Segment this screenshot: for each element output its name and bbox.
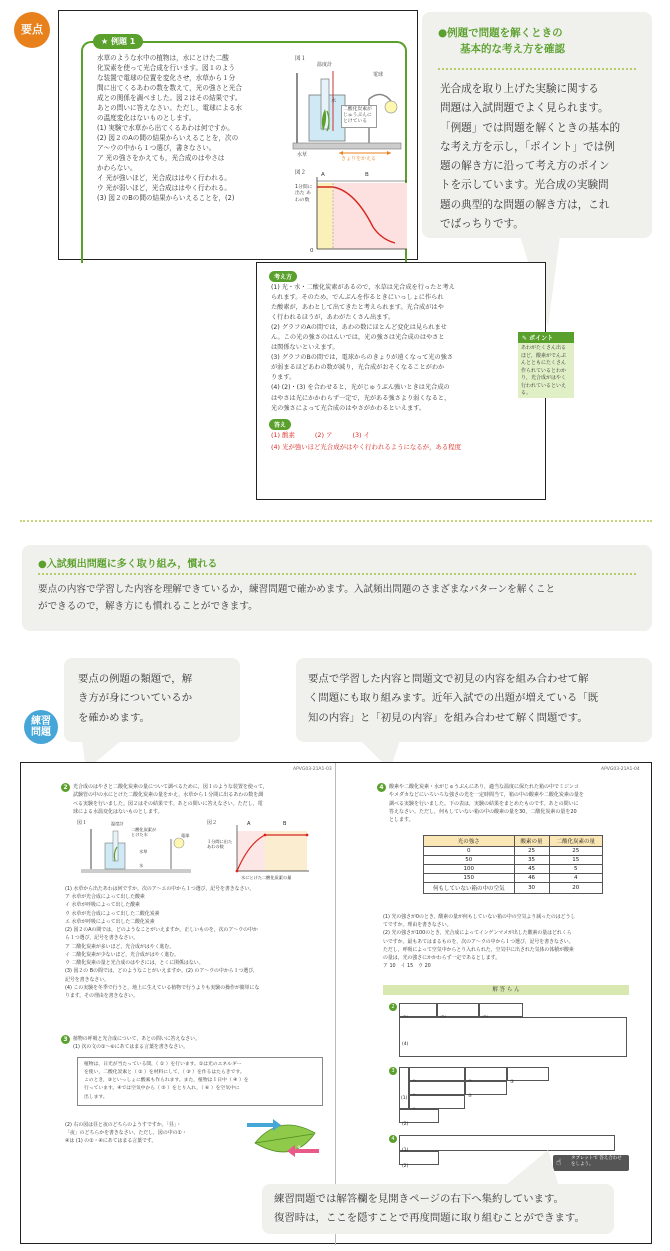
question-line: の温度変化はないものとします。 — [97, 114, 196, 123]
ans-2-num: 2 — [389, 1003, 397, 1011]
practice-intro-line: ができるので，解き方にも慣れることができます。 — [38, 601, 258, 613]
answer-column-header: 解 答 ら ん — [383, 985, 629, 995]
q4-sub-line: の量は，光の強さにかかわらず一定であるとします。 — [383, 955, 500, 962]
q3-2-line: ④は (1) の①・④にあてはまる言葉です。 — [65, 1138, 157, 1145]
section-separator — [20, 520, 652, 522]
answer-area-text — [274, 1190, 610, 1229]
fig1-tag-co2: 二酸化炭素が じゅうぶんに とけている — [341, 105, 377, 128]
q2-number: 2 — [61, 783, 70, 792]
callout-divider — [438, 68, 636, 70]
q2-fig2-graph — [235, 823, 311, 875]
example-question — [97, 53, 297, 203]
ans-2-2[interactable] — [437, 1003, 479, 1017]
q2-sub-line: ります。その理由を書きなさい。 — [65, 993, 138, 1000]
table-cell: 4 — [549, 874, 602, 883]
practice-intro-line: 要点の内容で学習した内容を理解できているか，練習問題で確かめます。入試頻出問題のさまざまなパターンを解くこと — [38, 584, 556, 595]
point-header: ✎ ポイント — [518, 332, 574, 343]
fig2-graph — [315, 173, 409, 251]
question-line: かわらない。 — [97, 164, 137, 173]
fig1-tag-water: 水 — [331, 98, 337, 104]
answer-label: 答え — [269, 419, 291, 430]
table-header-cell: 光の強さ — [424, 836, 515, 847]
ans-2-4[interactable]: (4) — [399, 1017, 627, 1057]
practice-intro-callout — [22, 545, 652, 631]
page-code-right: APVG03-21A1-04 — [601, 767, 640, 772]
q3-2-line: 「夜」のどちらかを書きなさい。ただし，図の中の①・ — [65, 1130, 187, 1137]
q4-line: とします。 — [389, 817, 414, 823]
similar-problem-callout — [64, 658, 240, 742]
answer-line-4: (4) 光が強いほど光合成がはやく行われるようになるが，ある程度 — [271, 443, 462, 451]
q2-fig2-a: A — [247, 821, 251, 827]
callout-line: 光合成を取り上げた実験に関する — [440, 83, 599, 95]
hand-pointer-icon: ☝ — [556, 1158, 562, 1168]
leaf-tag-4: ④ — [297, 1145, 302, 1151]
table-row — [424, 874, 603, 883]
table-cell: 5 — [549, 865, 602, 874]
thinking-line: く行われるほうが，あわがたくさん出ます。 — [271, 314, 395, 322]
table-cell: 50 — [424, 856, 515, 865]
example-callout — [422, 12, 652, 238]
ans-3-1[interactable] — [409, 1067, 465, 1081]
fig1-tag-waterweed: 水草 — [297, 152, 308, 158]
ans-3-4[interactable] — [409, 1081, 465, 1095]
q2-line: 球による水温変化はないものとします。 — [73, 808, 163, 815]
q2-fig2-xlabel: 水にとけた二酸化炭素の量 — [241, 875, 292, 880]
table-cell: 46 — [514, 874, 549, 883]
q3-line: (1) 次の文の①〜⑥にあてはまる言葉を書きなさい。 — [73, 1044, 189, 1051]
table-cell: 150 — [424, 874, 515, 883]
thinking-line: (2) グラフのAの間では，あわの数にほとんど変化は見られませ — [271, 324, 447, 332]
table-row — [424, 883, 603, 894]
thinking-line: (4) (2)・(3) を合わせると，光がじゅうぶん強いときは光合成の — [271, 384, 450, 392]
leaf-tag-1: ① — [261, 1119, 266, 1125]
question-line: (3) 図２のBの間の結果からいえることを，(2) — [97, 194, 235, 203]
ans-2-3[interactable] — [479, 1003, 523, 1017]
callout-line: 題の解き方に沿って考え方のポイン — [440, 160, 610, 173]
ans-4-1[interactable] — [399, 1135, 615, 1151]
table-cell: 25 — [549, 847, 602, 856]
thinking-label: 考え方 — [269, 271, 297, 282]
fig1-tag-bulb: 電球 — [373, 72, 384, 78]
q2-sub-line: エ 水草が呼吸によって出した二酸化炭素 — [65, 918, 155, 925]
callout-line: 題の典型的な問題の解き方は，これ — [440, 198, 610, 211]
spread-gutter — [335, 763, 336, 1245]
q2-sub-line: (4) この実験を冬季で行うと，地上に生えている植物で行うよりも実験の操作が簡単にな — [65, 984, 260, 991]
question-line: (2) 図２のAの間の結果からいえることを，次の — [97, 134, 239, 143]
q2-sub-line: イ 水草が呼吸によって出した酸素 — [65, 902, 140, 909]
thinking-line: ん。この光の強さのはんいでは，光の強さは光合成のはやさと — [271, 334, 445, 342]
table-cell: 100 — [424, 865, 515, 874]
q2-line: 試験管の中の水にとけた二酸化炭素の量をかえ，水草から１分間に出るあわの数を調 — [73, 792, 264, 799]
q4-line: 調べる実験を行いました。下の表は，実験の結果をまとめたものです。あとの問いに — [389, 800, 579, 807]
answer-line-1: (1) 酸素 (2) ア (3) イ — [271, 431, 370, 439]
callout-line: き方が身についているか — [78, 692, 193, 705]
thinking-line: (3) グラフのBの間では，電球からのきょりが遠くなって光の強さ — [271, 354, 454, 362]
q4-sub-line: ただし，呼吸によって空気中からとり入れられた，空気中に出された気体の体積が酸素 — [383, 946, 574, 953]
thinking-line: られます。そのため，でんぷんを作るときにいっしょに作られ — [271, 294, 444, 302]
leaf-illustration — [243, 1113, 323, 1167]
pencil-icon: ✎ — [522, 335, 528, 342]
q4-line: 酸素や二酸化炭素・水がじゅうぶんにあり，適当な温度に保たれた箱の中でミジンコ — [389, 784, 579, 790]
callout-line: 復習時は，ここを隠すことで再度問題に取り組むことができます。 — [274, 1212, 585, 1225]
table-cell: 45 — [514, 865, 549, 874]
ans-3-label: (1) — [399, 1067, 409, 1109]
point-line: 作られているとわか — [521, 367, 567, 374]
table-header-row — [424, 836, 603, 847]
callout-line: 要点で学習した内容と問題文で初見の内容を組み合わせて解 — [308, 673, 589, 685]
star-icon: ★ — [101, 37, 109, 46]
table-row — [424, 865, 603, 874]
ans-3-num: 3 — [389, 1067, 397, 1075]
fig2-b-label: B — [365, 172, 369, 178]
ans-3-5[interactable]: ⑤ — [465, 1081, 507, 1095]
q2-text — [73, 783, 323, 816]
combined-problem-text — [308, 670, 648, 728]
ans-4-num: 4 — [389, 1135, 397, 1143]
ans-3-3[interactable]: ③ — [507, 1067, 549, 1081]
fig1-tag-distance: きょりをかえる — [341, 156, 377, 162]
q3-passage-line: 植物は，日光が当たっている間，（ ① ）を行います。①は光のエネルギー — [84, 1062, 242, 1067]
question-line: あとの問いに答えなさい。ただし，電球による水 — [97, 104, 243, 113]
question-line: イ 光が強いほど，光合成ははやく行われる。 — [97, 174, 231, 183]
callout-line: く問題にも取り組みます。近年入試での出題が増えている「既 — [308, 692, 599, 705]
ans-2-1[interactable] — [399, 1003, 437, 1017]
question-line: ア 光の強さをかえても，光合成のはやさは — [97, 154, 225, 163]
q4-sub-line: いですか。最もあてはまるものを，次のア〜ウの中から１つ選び，記号を書きなさい。 — [383, 938, 574, 945]
point-line: ほど，酸素がでんぷ — [521, 352, 567, 359]
point-badge: 要点 — [14, 12, 50, 48]
practice-intro-divider — [38, 573, 636, 575]
q2-sub-line: 記号を書きなさい。 — [65, 976, 110, 983]
combined-problem-callout — [296, 658, 652, 742]
callout-line: な考え方を示し，「ポイント」では例 — [440, 140, 615, 153]
practice-badge: 練習問題 — [24, 710, 58, 744]
practice-intro-body — [38, 581, 642, 616]
q2-fig1-tag-co2: 二酸化炭素が とけた水 — [131, 827, 157, 838]
q2-sub-line: ウ 二酸化炭素の量と光合成のはやさには，とくに関係はない。 — [65, 960, 204, 967]
q4-text — [389, 783, 639, 824]
example-label: ★ 例題 1 — [93, 34, 143, 49]
q4-line: やメダカなどにいろいろな強さの光を一定時間当て，箱の中の酸素や二酸化炭素の量を — [389, 792, 584, 799]
example-callout-title: ●例題で問題を解くときの 基本的な考え方を確認 — [438, 27, 565, 55]
answer-area-callout — [262, 1184, 614, 1234]
q2-fig1-label: 図１ — [77, 820, 88, 826]
q3-passage-line: このとき，③といっしょに酸素も作られます。また，植物は１日中（ ④ ）を — [84, 1078, 249, 1084]
point-text — [518, 343, 574, 400]
fig2-a-label: A — [321, 172, 325, 178]
table-cell: 20 — [549, 883, 602, 894]
question-line: ア〜ウの中から１つ選び，書きなさい。 — [97, 144, 216, 153]
callout-line: 要点の例題の類題で，解 — [78, 673, 193, 685]
q2-fig1-tag-thermometer: 温度計 — [111, 821, 124, 826]
q2-fig1-tag-bulb: 電球 — [181, 833, 190, 838]
question-line: 成との関係を調べました。図２はその結果です。 — [97, 94, 242, 103]
q4-table — [423, 835, 603, 894]
q2-fig1-tag-weed: 水草 — [139, 849, 148, 854]
fig2-label: 図２ — [295, 170, 307, 176]
q3-passage-box — [77, 1057, 323, 1106]
question-line: 化炭素を使って光合成を行います。図１のよう — [97, 64, 235, 73]
callout-line: 「例題」では問題を解くときの基本的 — [440, 121, 621, 134]
table-cell: 何もしていない箱の中の空気 — [424, 883, 515, 894]
point-box — [518, 332, 574, 398]
thinking-line: ります。 — [271, 374, 296, 382]
q2-line: 光合成のはやさと二酸化炭素の量について調べるために，図１のような装置を使って， — [73, 784, 268, 790]
q3-text — [73, 1035, 323, 1051]
q2-sub-line: ア 二酸化炭素が多いほど，光合成がはやく進む。 — [65, 943, 175, 950]
thinking-line: が弱まるほどあわの数が減り，光合成がおそくなることがわか — [271, 364, 445, 372]
point-line: あわがたくさん出る — [521, 345, 567, 351]
table-cell: 15 — [549, 856, 602, 865]
q3-passage-line: を使い，二酸化炭素と（ ② ）を材料にして，（ ③ ）を作るはたらきです。 — [84, 1070, 245, 1076]
question-line: (1) 実験で水草から出てくるあわは何ですか。 — [97, 124, 234, 133]
table-cell: 30 — [514, 883, 549, 894]
fig1-tag-thermometer: 温度計 — [317, 62, 333, 68]
q2-subquestions — [65, 885, 327, 1000]
thinking-line: た酸素が，あわとして出てきたと考えられます。光合成がはや — [271, 304, 444, 312]
answer-page — [256, 262, 546, 500]
point-line: 行われているといえ — [521, 382, 567, 389]
q3-passage-line: 行っています。④では空気中から（ ⑤ ）をとり入れ，（ ⑥ ）を空気中に — [84, 1086, 240, 1092]
q3-passage-line: 出します。 — [84, 1094, 108, 1100]
callout-line: トを示しています。光合成の実験問 — [440, 179, 609, 192]
page-code-left: APVG03-21A1-03 — [293, 767, 332, 772]
ans-3-2[interactable] — [465, 1067, 507, 1081]
callout-line: 練習問題では解答欄を見開きページの右下へ集約しています。 — [274, 1193, 564, 1205]
q2-sub-line: ア 水草が光合成によって出した酸素 — [65, 894, 145, 901]
question-line: 水草のような水中の植物は，水にとけた二酸 — [97, 54, 229, 62]
q2-sub-line: イ 二酸化炭素が少ないほど，光合成がはやく進む。 — [65, 951, 180, 958]
thinking-line: は関係ないといえます。 — [271, 344, 339, 352]
ans-4-2[interactable]: (2) — [399, 1151, 439, 1165]
q2-sub-line: ら１つ選び，記号を書きなさい。 — [65, 935, 139, 942]
q2-line: べる実験を行いました。図２はその結果です。あとの問いに答えなさい。ただし，電 — [73, 800, 263, 807]
q4-subquestions — [383, 913, 643, 971]
fig1-label: 図１ — [295, 56, 307, 62]
q3-2-text — [65, 1121, 245, 1146]
point-line: り，光合成がはやく — [521, 375, 567, 381]
table-row — [424, 847, 603, 856]
similar-problem-text — [78, 670, 234, 728]
fig2-ylabel: 1分間に 出た あわの数 — [295, 185, 313, 203]
q4-sub-line: (1) 光の強さが0のとき，酸素の量が何もしていない箱の中の空気より減ったのはどうし — [383, 914, 576, 920]
q4-line: 答えなさい。ただし，何もしていない箱の中の酸素の量を30，二酸化炭素の量を20 — [389, 808, 577, 815]
table-cell: 35 — [514, 856, 549, 865]
q2-sub-line: (3) 図２の Bの間では，どのようなことがいえますか。(2) のア〜ウの中から１つ選び， — [65, 968, 258, 975]
table-header-cell: 酸素の量 — [514, 836, 549, 847]
fig2-zero: 0 — [310, 248, 314, 254]
q3-line: 植物の呼吸と光合成について，あとの問いに答えなさい。 — [73, 1036, 200, 1042]
q2-sub-line: (1) 水草から出たあわは何ですか。次のア〜エの中から１つ選び，記号を書きなさい。 — [65, 886, 255, 892]
q2-sub-line: ウ 水草が光合成によって出した二酸化炭素 — [65, 910, 160, 917]
q2-fig2-b: B — [283, 821, 287, 827]
q3-2-line: (2) 右の図は昼と夜のどちらのようすですか。「昼」・ — [65, 1122, 182, 1128]
point-line: る。 — [521, 390, 532, 396]
thinking-line: はやさは光にかかわらず一定で，光がある強さより弱くなると， — [271, 394, 451, 402]
thinking-text — [271, 283, 533, 414]
point-line: んとともにたくさん — [521, 360, 567, 366]
thinking-line: (1) 光・水・二酸化炭素があるので，水草は光合成を行ったと考え — [271, 284, 455, 291]
table-cell: 25 — [514, 847, 549, 856]
q3-number: 3 — [61, 1035, 70, 1044]
tablet-note[interactable]: ☝ タブレットで 答え合わせをしよう。 — [553, 1155, 629, 1171]
table-row — [424, 856, 603, 865]
q4-sub-line: ア 10 イ 15 ウ 20 — [383, 963, 431, 970]
callout-line: 問題は入試問題でよく見られます。 — [440, 102, 609, 115]
q2-fig2-ylabel: １分間に出た あわの数 — [207, 839, 233, 850]
practice-intro-title: ●入試頻出問題に多く取り組み，慣れる — [38, 559, 218, 570]
q4-sub-line: てですか。理由を書きなさい。 — [383, 922, 452, 929]
q4-number: 4 — [377, 783, 386, 792]
example-page — [58, 10, 418, 260]
table-header-cell: 二酸化炭素の量 — [549, 836, 602, 847]
q4-sub-line: (2) 光の強さが100のとき，光合成によってインゲンマメが出した酸素の量はどれくら — [383, 930, 572, 937]
question-line: な装置で電球の位置を変化させ，水草から１分 — [97, 74, 236, 83]
question-line: 間に出てくるあわの数を数えて，光の強さと光合 — [97, 84, 242, 93]
callout-line: でばっちりです。 — [440, 217, 524, 230]
q2-fig2-label: 図２ — [207, 820, 218, 826]
q2-fig1-tag-water: 水 — [139, 863, 144, 868]
ans-3-6[interactable] — [409, 1095, 465, 1109]
callout-line: 知の内容」と「初見の内容」を組み合わせて解く問題です。 — [308, 711, 588, 724]
thinking-line: 光の強さによって光合成のはやさがかわるといえます。 — [271, 404, 426, 412]
q2-sub-line: (2) 図２のAの間では，どのようなことがいえますか。正しいものを，次のア〜ウの中か — [65, 927, 258, 934]
question-line: ウ 光が弱いほど，光合成ははやく行われる。 — [97, 184, 231, 193]
example-callout-body — [440, 80, 646, 234]
callout-line: を確かめます。 — [78, 711, 150, 724]
table-cell: 0 — [424, 847, 515, 856]
ans-3-2q[interactable]: (2) — [399, 1109, 439, 1123]
